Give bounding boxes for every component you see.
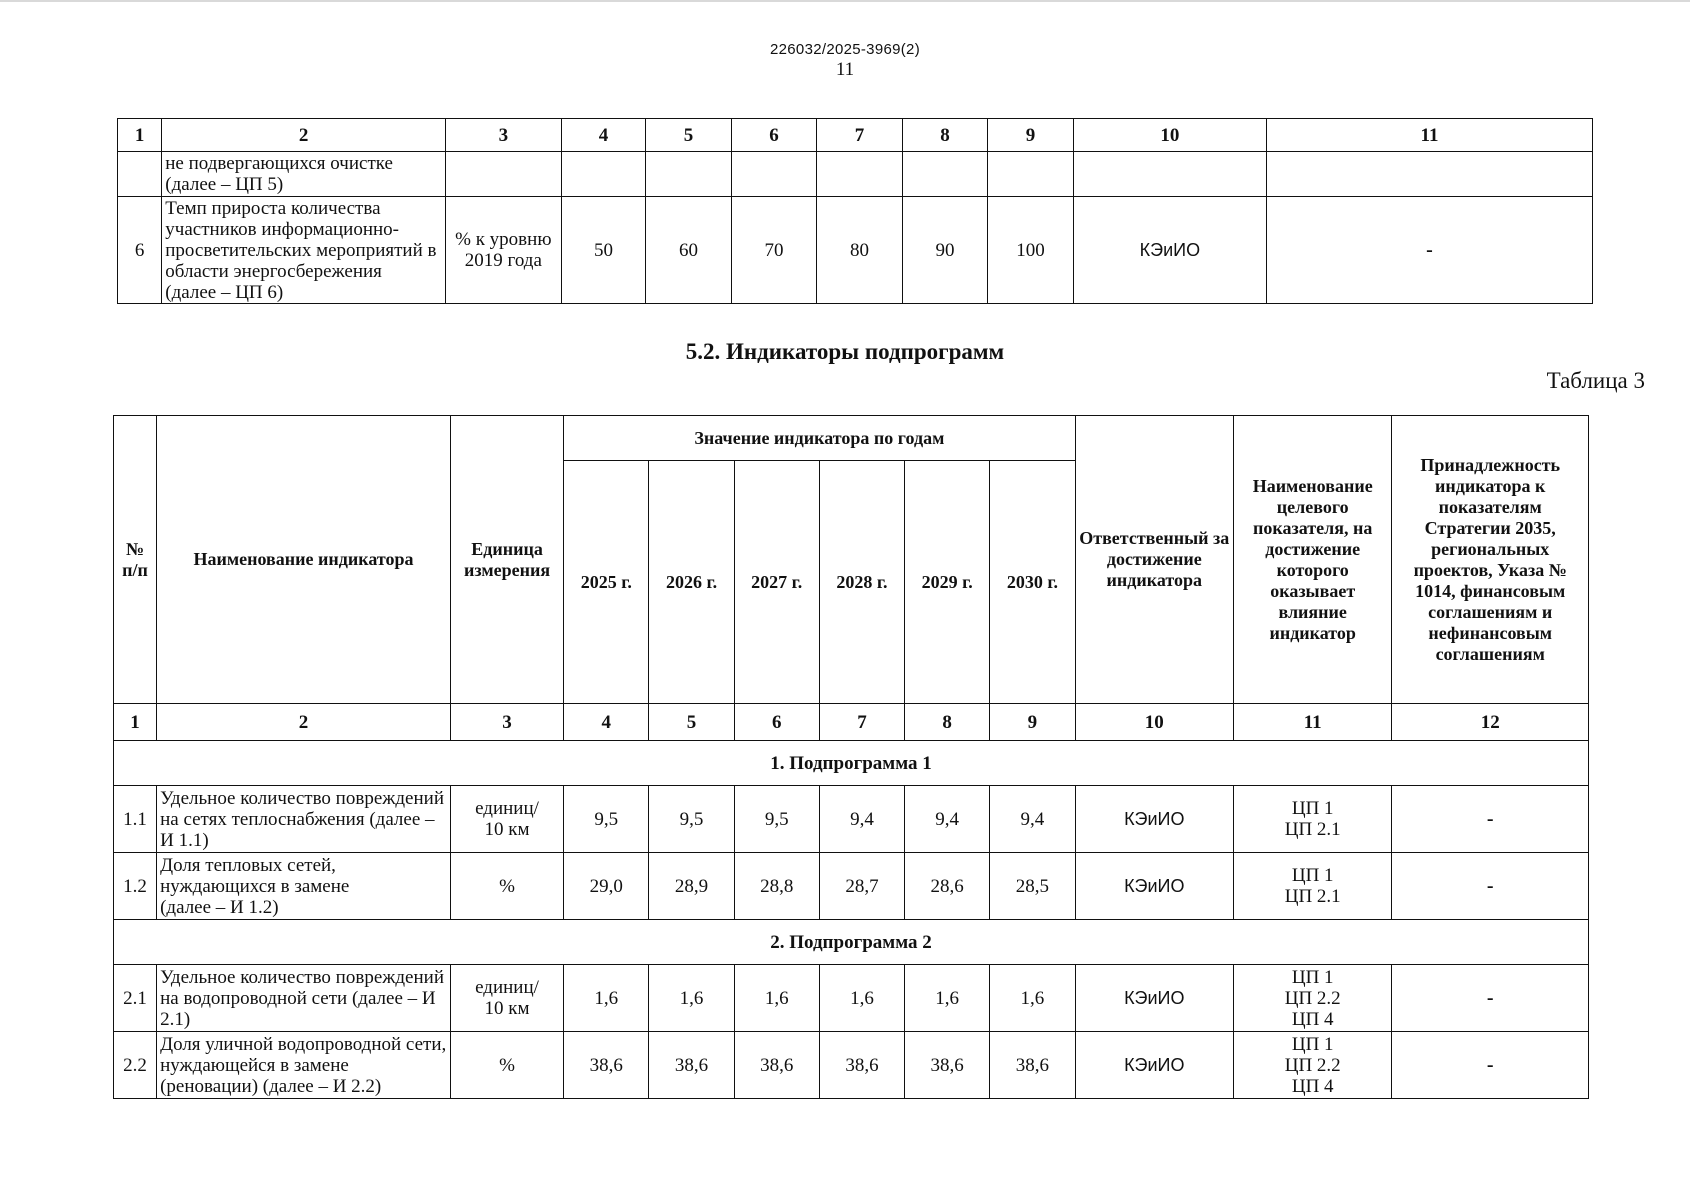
header-year: 2028 г. <box>819 461 904 704</box>
responsible-cell: КЭиИО <box>1075 965 1233 1032</box>
header-year: 2030 г. <box>990 461 1075 704</box>
value-cell: 28,6 <box>905 853 990 920</box>
section-heading: 5.2. Индикаторы подпрограмм <box>685 339 1005 364</box>
responsible-cell: КЭиИО <box>1075 786 1233 853</box>
subprogram-2-row <box>114 920 1589 965</box>
value-cell: 38,6 <box>905 1032 990 1099</box>
value-cell: 9,5 <box>564 786 649 853</box>
indicator-name-cell: не подвергающихся очистке (далее – ЦП 5) <box>162 152 446 197</box>
belonging-cell: - <box>1392 786 1589 853</box>
column-number: 9 <box>988 119 1074 152</box>
header-name: Наименование индикатора <box>157 416 451 704</box>
column-number: 6 <box>734 704 819 741</box>
value-cell: 50 <box>561 197 646 304</box>
value-cell: 60 <box>646 197 732 304</box>
column-number: 4 <box>561 119 646 152</box>
continued-table <box>117 118 1593 304</box>
indicator-name-cell: Удельное количество повреждений на водопроводной сети (далее – И 2.1) <box>157 965 451 1032</box>
target-cell: ЦП 1 ЦП 2.2 ЦП 4 <box>1233 965 1391 1032</box>
responsible-cell: КЭиИО <box>1073 197 1266 304</box>
belonging-cell: - <box>1266 197 1592 304</box>
belonging-cell: - <box>1392 965 1589 1032</box>
header-num: № п/п <box>114 416 157 704</box>
value-cell: 1,6 <box>905 965 990 1032</box>
table-row <box>114 965 1589 1032</box>
value-cell <box>902 152 988 197</box>
unit-cell: % к уровню 2019 года <box>445 197 561 304</box>
value-cell <box>988 152 1074 197</box>
column-number: 12 <box>1392 704 1589 741</box>
target-cell: ЦП 1 ЦП 2.2 ЦП 4 <box>1233 1032 1391 1099</box>
column-number: 8 <box>902 119 988 152</box>
header-year: 2029 г. <box>905 461 990 704</box>
column-number: 3 <box>445 119 561 152</box>
value-cell: 1,6 <box>564 965 649 1032</box>
header-unit: Единица измерения <box>450 416 563 704</box>
unit-cell: единиц/ 10 км <box>450 786 563 853</box>
header-responsible: Ответственный за достижение индикатора <box>1075 416 1233 704</box>
column-number: 7 <box>819 704 904 741</box>
unit-cell: единиц/ 10 км <box>450 965 563 1032</box>
header-values-by-year: Значение индикатора по годам <box>564 416 1075 461</box>
header-year: 2027 г. <box>734 461 819 704</box>
value-cell: 1,6 <box>734 965 819 1032</box>
row-number-cell <box>118 152 162 197</box>
header-belonging: Принадлежность индикатора к показателям Стратегии 2035, региональных проектов, Указа № 1014, финансовым соглашениям и нефинансовым соглашениям <box>1392 416 1589 704</box>
value-cell <box>731 152 817 197</box>
indicator-name-cell: Доля уличной водопроводной сети, нуждающейся в замене (реновации) (далее – И 2.2) <box>157 1032 451 1099</box>
column-number: 11 <box>1233 704 1391 741</box>
header-target: Наименование целевого показателя, на достижение которого оказывает влияние индикатор <box>1233 416 1391 704</box>
column-number: 2 <box>157 704 451 741</box>
unit-cell: % <box>450 853 563 920</box>
row-number-cell: 1.1 <box>114 786 157 853</box>
value-cell: 28,9 <box>649 853 734 920</box>
unit-cell <box>445 152 561 197</box>
value-cell: 38,6 <box>649 1032 734 1099</box>
column-number: 3 <box>450 704 563 741</box>
page-number: 11 <box>835 59 855 80</box>
responsible-cell: КЭиИО <box>1075 853 1233 920</box>
column-number: 1 <box>118 119 162 152</box>
belonging-cell <box>1266 152 1592 197</box>
row-number-cell: 2.1 <box>114 965 157 1032</box>
column-number: 10 <box>1075 704 1233 741</box>
value-cell: 100 <box>988 197 1074 304</box>
table-row <box>114 1032 1589 1099</box>
column-number-row <box>118 119 1593 152</box>
row-number-cell: 1.2 <box>114 853 157 920</box>
subprogram-title: 1. Подпрограмма 1 <box>114 741 1589 786</box>
indicator-name-cell: Удельное количество повреждений на сетях теплоснабжения (далее – И 1.1) <box>157 786 451 853</box>
column-number: 4 <box>564 704 649 741</box>
row-number-cell: 6 <box>118 197 162 304</box>
column-number: 11 <box>1266 119 1592 152</box>
unit-cell: % <box>450 1032 563 1099</box>
table-row <box>114 853 1589 920</box>
target-cell: ЦП 1 ЦП 2.1 <box>1233 853 1391 920</box>
value-cell: 9,4 <box>990 786 1075 853</box>
value-cell: 9,5 <box>649 786 734 853</box>
value-cell: 38,6 <box>734 1032 819 1099</box>
table-row <box>118 197 1593 304</box>
column-number: 10 <box>1073 119 1266 152</box>
value-cell: 28,7 <box>819 853 904 920</box>
subprogram-title: 2. Подпрограмма 2 <box>114 920 1589 965</box>
table-row <box>114 786 1589 853</box>
column-number: 2 <box>162 119 446 152</box>
indicator-name-cell: Темп прироста количества участников информационно-просветительских мероприятий в области энергосбережения (далее – ЦП 6) <box>162 197 446 304</box>
value-cell: 38,6 <box>564 1032 649 1099</box>
belonging-cell: - <box>1392 1032 1589 1099</box>
value-cell: 28,5 <box>990 853 1075 920</box>
value-cell: 1,6 <box>819 965 904 1032</box>
value-cell <box>561 152 646 197</box>
column-number: 7 <box>817 119 903 152</box>
responsible-cell: КЭиИО <box>1075 1032 1233 1099</box>
value-cell: 38,6 <box>819 1032 904 1099</box>
column-number: 1 <box>114 704 157 741</box>
column-number-row <box>114 704 1589 741</box>
subprogram-1-row <box>114 741 1589 786</box>
value-cell <box>646 152 732 197</box>
value-cell: 28,8 <box>734 853 819 920</box>
row-number-cell: 2.2 <box>114 1032 157 1099</box>
header-row <box>114 416 1589 461</box>
value-cell: 29,0 <box>564 853 649 920</box>
column-number: 8 <box>905 704 990 741</box>
value-cell: 9,4 <box>905 786 990 853</box>
value-cell <box>817 152 903 197</box>
value-cell: 9,5 <box>734 786 819 853</box>
value-cell: 80 <box>817 197 903 304</box>
value-cell: 90 <box>902 197 988 304</box>
table-row <box>118 152 1593 197</box>
column-number: 5 <box>646 119 732 152</box>
header-year: 2025 г. <box>564 461 649 704</box>
column-number: 6 <box>731 119 817 152</box>
table-caption: Таблица 3 <box>1546 368 1645 393</box>
scan-edge-line <box>0 0 1690 2</box>
value-cell: 1,6 <box>649 965 734 1032</box>
value-cell: 9,4 <box>819 786 904 853</box>
header-year: 2026 г. <box>649 461 734 704</box>
responsible-cell <box>1073 152 1266 197</box>
value-cell: 70 <box>731 197 817 304</box>
column-number: 9 <box>990 704 1075 741</box>
value-cell: 1,6 <box>990 965 1075 1032</box>
document-number: 226032/2025-3969(2) <box>770 41 920 58</box>
indicators-table <box>113 415 1589 1099</box>
column-number: 5 <box>649 704 734 741</box>
indicator-name-cell: Доля тепловых сетей, нуждающихся в замене (далее – И 1.2) <box>157 853 451 920</box>
value-cell: 38,6 <box>990 1032 1075 1099</box>
belonging-cell: - <box>1392 853 1589 920</box>
target-cell: ЦП 1 ЦП 2.1 <box>1233 786 1391 853</box>
